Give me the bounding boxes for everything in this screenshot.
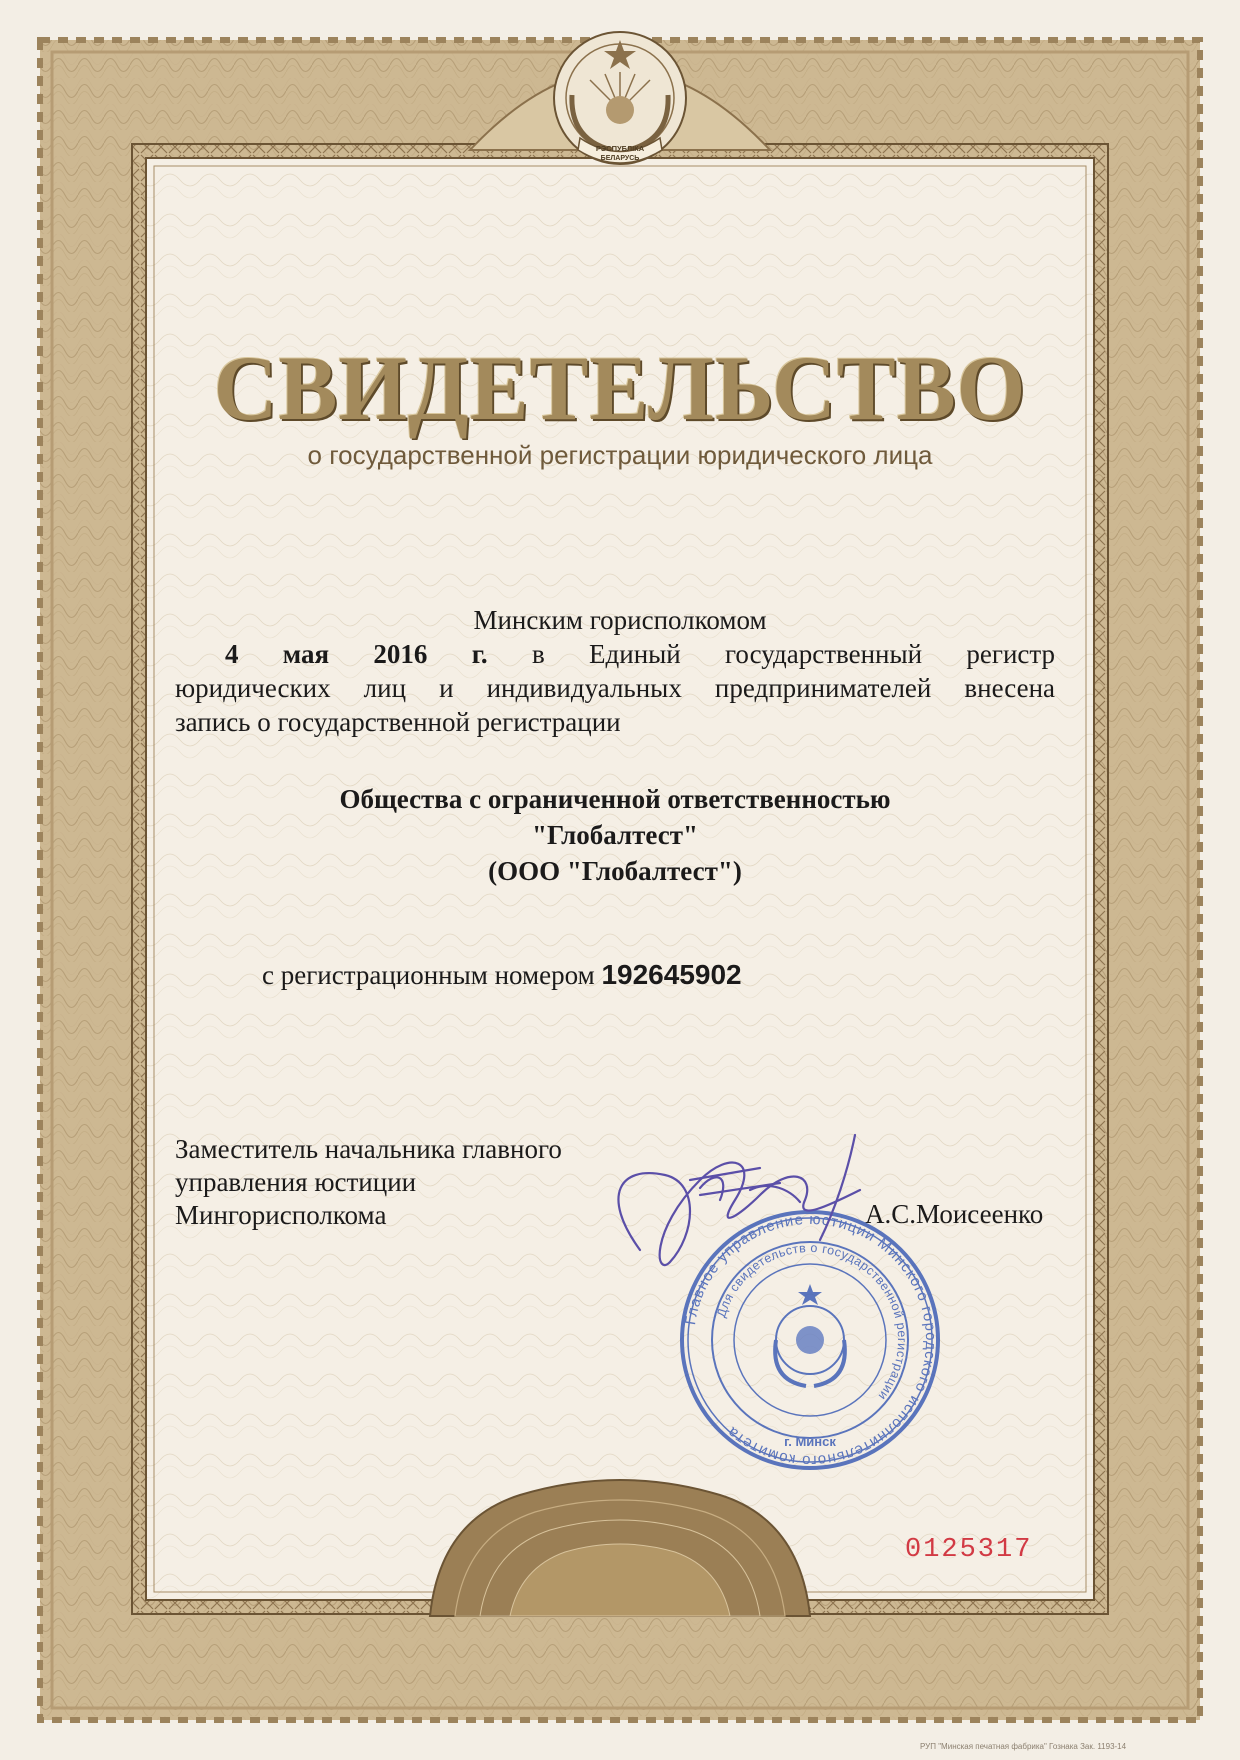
belarus-emblem-icon — [554, 32, 686, 164]
signatory-position-line-2: управления юстиции — [175, 1167, 417, 1197]
certificate-subtitle: о государственной регистрации юридического лица — [307, 440, 933, 470]
seal-city: г. Минск — [784, 1434, 836, 1449]
registration-number-line — [262, 958, 982, 992]
printer-mark: РУП "Минская печатная фабрика" Гознака Зак. 1193-14 — [920, 1742, 1127, 1751]
body-line-2: юридических лиц и индивидуальных предпринимателей внесена — [175, 673, 1055, 703]
certificate-title: СВИДЕТЕЛЬСТВО — [213, 337, 1027, 439]
body-line-3: запись о государственной регистрации — [175, 707, 621, 737]
body-line-1 — [175, 637, 1055, 671]
seal-inner-text: Для свидетельств о государственной регистрации — [714, 1240, 910, 1404]
serial-number: 0125317 — [905, 1535, 1033, 1565]
entity-name-line-1: Общества с ограниченной ответственностью — [339, 784, 891, 814]
registration-number: 192645902 — [601, 959, 742, 990]
body-line-1-rest: в Единый государственный регистр — [531, 639, 1056, 669]
registration-number-label: с регистрационным номером — [262, 960, 595, 990]
registration-date: 4 мая 2016 г. — [225, 639, 488, 669]
seal-outer-text: Главное управление юстиции Минского городского исполнительного комитета — [682, 1210, 940, 1470]
entity-name-line-2: "Глобалтест" — [532, 820, 698, 850]
signatory-position-line-3: Мингорисполкома — [175, 1200, 387, 1230]
entity-short-name: (ООО "Глобалтест") — [488, 856, 742, 886]
registering-authority: Минским горисполкомом — [473, 605, 767, 635]
emblem-ribbon-top: РЭСПУБЛІКА — [595, 144, 645, 153]
emblem-ribbon-bottom: БЕЛАРУСЬ — [600, 155, 640, 162]
signatory-name: А.С.Моисеенко — [865, 1199, 1044, 1229]
signatory-position-line-1: Заместитель начальника главного — [175, 1134, 562, 1164]
